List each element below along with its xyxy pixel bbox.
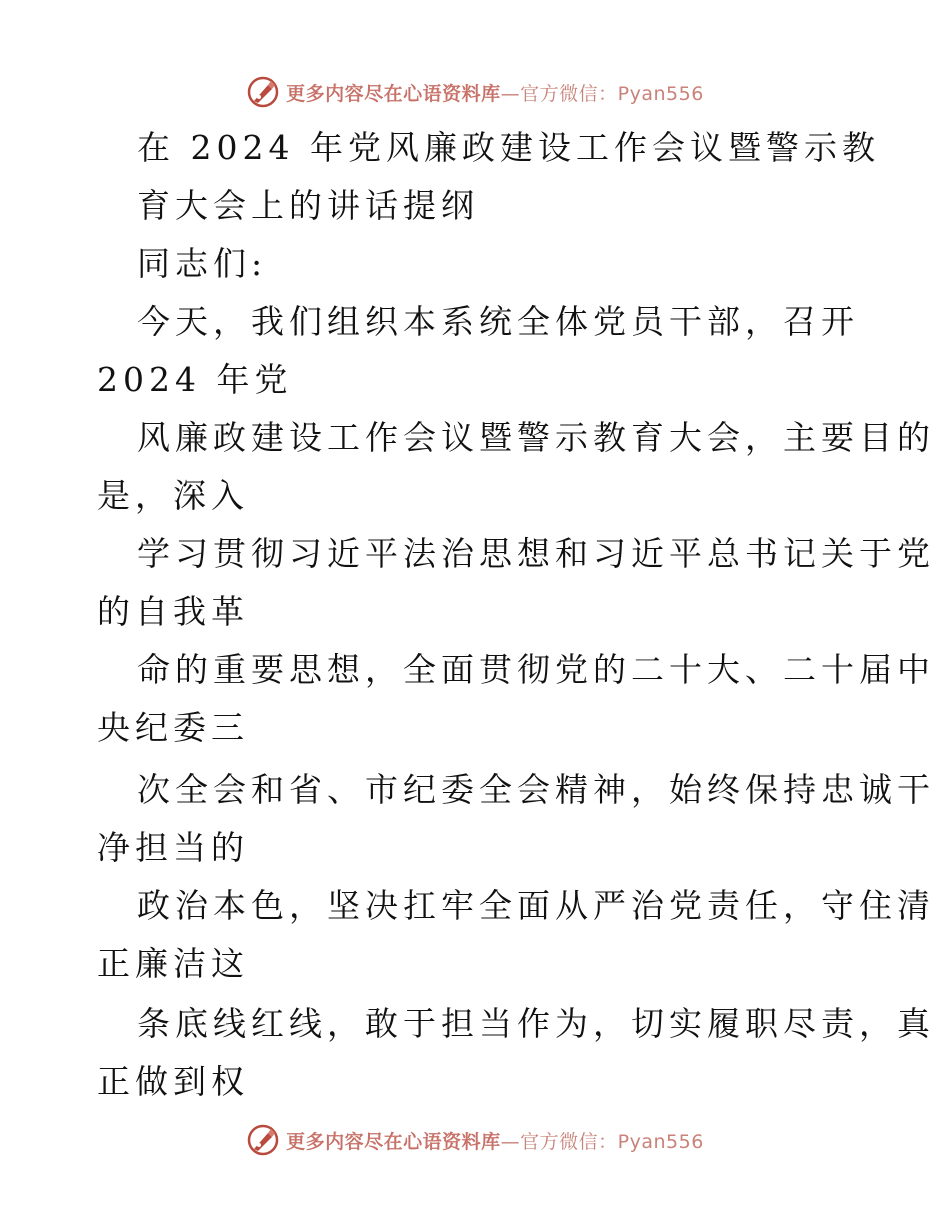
- pen-nib-logo-icon: [246, 1123, 280, 1157]
- paragraph-line: 条底线红线，敢于担当作为，切实履职尽责，真: [137, 1004, 935, 1043]
- pen-nib-logo-icon: [246, 75, 280, 109]
- document-title-line-1: 在 2024 年党风廉政建设工作会议暨警示教: [137, 128, 880, 167]
- paragraph-line: 风廉政建设工作会议暨警示教育大会，主要目的: [137, 418, 935, 457]
- document-title-line-2: 育大会上的讲话提纲: [137, 186, 479, 225]
- paragraph-line: 命的重要思想，全面贯彻党的二十大、二十届中: [137, 650, 935, 689]
- footer-watermark: [0, 1120, 950, 1160]
- salutation: 同志们:: [137, 244, 268, 283]
- paragraph-line: 学习贯彻习近平法治思想和习近平总书记关于党: [137, 534, 935, 573]
- paragraph-line: 的自我革: [97, 592, 249, 631]
- paragraph-line: 是，深入: [97, 476, 249, 515]
- paragraph-line: 2024 年党: [97, 360, 293, 399]
- paragraph-line: 今天，我们组织本系统全体党员干部，召开: [137, 302, 859, 341]
- paragraph-line: 政治本色，坚决扛牢全面从严治党责任，守住清: [137, 886, 935, 925]
- watermark-text: 更多内容尽在心语资料库—官方微信：Pyan556: [286, 1130, 704, 1153]
- paragraph-line: 正做到权: [97, 1062, 249, 1101]
- paragraph-line: 净担当的: [97, 828, 249, 867]
- header-watermark: [0, 72, 950, 112]
- watermark-text: 更多内容尽在心语资料库—官方微信：Pyan556: [286, 82, 704, 105]
- paragraph-line: 正廉洁这: [97, 944, 249, 983]
- paragraph-line: 央纪委三: [97, 708, 249, 747]
- paragraph-line: 次全会和省、市纪委全会精神，始终保持忠诚干: [137, 770, 935, 809]
